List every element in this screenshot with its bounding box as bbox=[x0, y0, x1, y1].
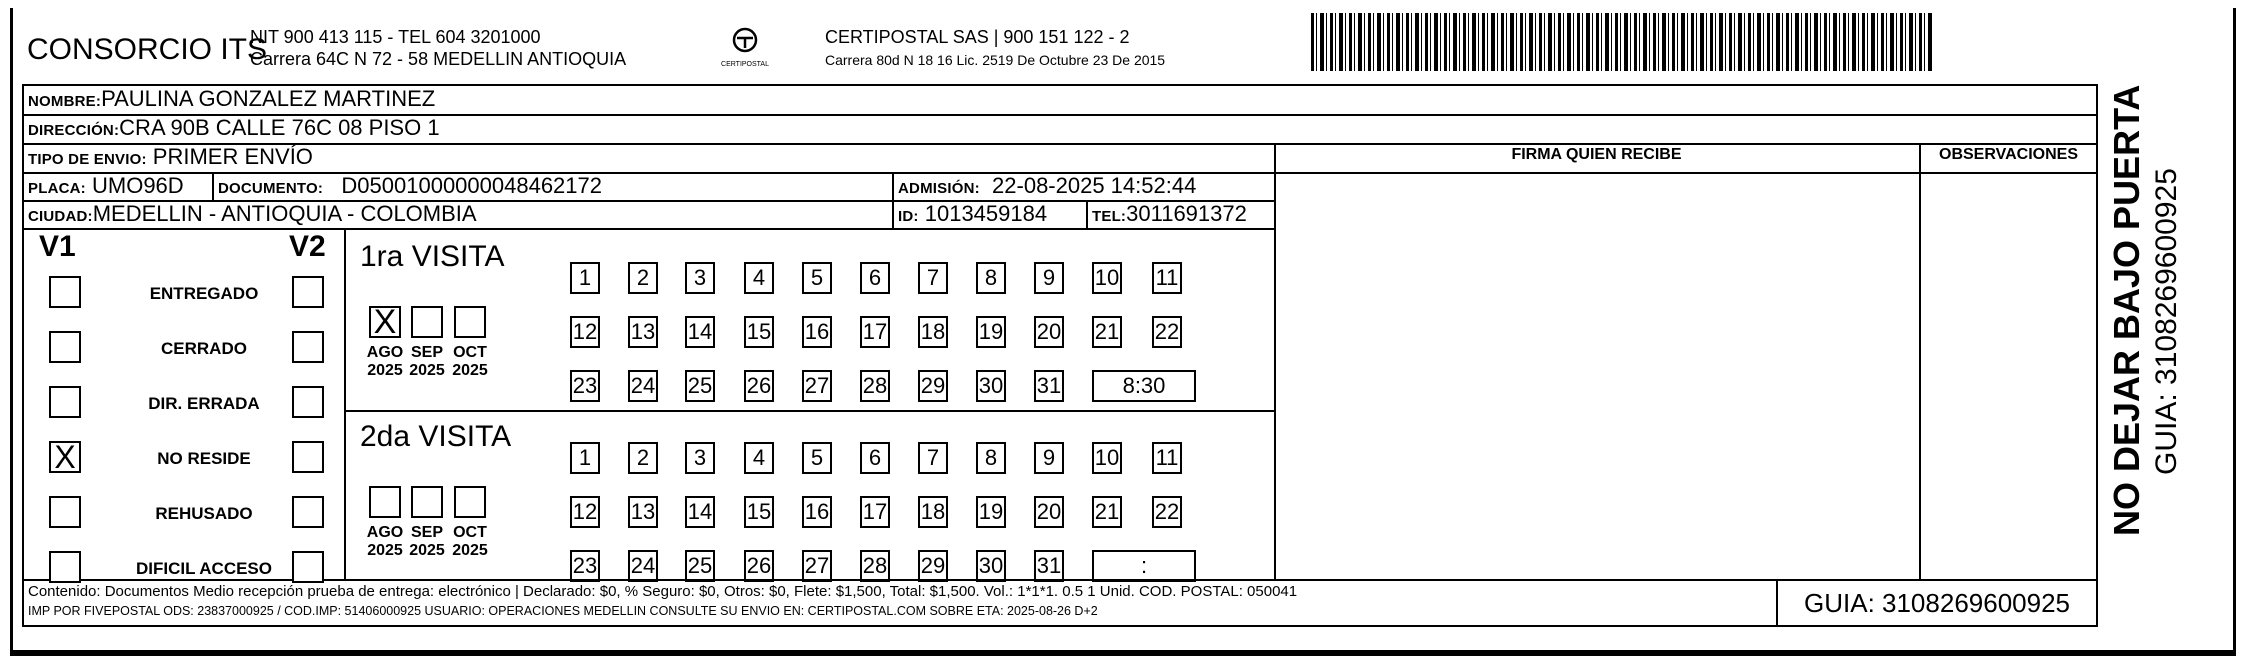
month-label: SEP 2025 bbox=[409, 524, 445, 559]
day-box[interactable]: 4 bbox=[744, 442, 774, 474]
day-box[interactable]: 31 bbox=[1034, 550, 1064, 582]
day-box[interactable]: 11 bbox=[1152, 262, 1182, 294]
day-box[interactable]: 25 bbox=[685, 550, 715, 582]
day-box[interactable]: 14 bbox=[685, 496, 715, 528]
day-box[interactable]: 18 bbox=[918, 316, 948, 348]
day-box[interactable]: 26 bbox=[744, 370, 774, 402]
month-label: OCT 2025 bbox=[452, 344, 488, 379]
svg-text:CERTIPOSTAL: CERTIPOSTAL bbox=[721, 61, 769, 68]
v1-header: V1 bbox=[39, 230, 76, 263]
v2-header: V2 bbox=[289, 230, 326, 263]
month-checkbox[interactable] bbox=[369, 486, 401, 518]
status-label: DIR. ERRADA bbox=[148, 394, 260, 413]
day-box[interactable]: 10 bbox=[1092, 262, 1122, 294]
company-address: Carrera 64C N 72 - 58 MEDELLIN ANTIOQUIA bbox=[250, 49, 627, 69]
day-box[interactable]: 7 bbox=[918, 262, 948, 294]
day-box[interactable]: 1 bbox=[570, 442, 600, 474]
day-box[interactable]: 19 bbox=[976, 316, 1006, 348]
month-label: OCT 2025 bbox=[452, 524, 488, 559]
day-box[interactable]: 9 bbox=[1034, 262, 1064, 294]
observaciones-header: OBSERVACIONES bbox=[1939, 146, 2078, 163]
documento-field: DOCUMENTO: D05001000000048462172 bbox=[218, 173, 603, 198]
day-box[interactable]: 23 bbox=[570, 370, 600, 402]
barcode bbox=[1311, 13, 1934, 71]
day-box[interactable]: 8 bbox=[976, 442, 1006, 474]
v2-checkbox[interactable] bbox=[292, 441, 324, 473]
day-box[interactable]: 21 bbox=[1092, 316, 1122, 348]
month-label: AGO 2025 bbox=[366, 524, 404, 559]
direccion-row: DIRECCIÓN:CRA 90B CALLE 76C 08 PISO 1 bbox=[28, 115, 440, 140]
day-box[interactable]: 13 bbox=[628, 316, 658, 348]
day-box[interactable]: 30 bbox=[976, 550, 1006, 582]
day-box[interactable]: 29 bbox=[918, 370, 948, 402]
footer-imp: IMP POR FIVEPOSTAL ODS: 23837000925 / COD.IMP: 51406000925 USUARIO: OPERACIONES MEDELLIN CONSULTE SU ENVIO EN: CERTIPOSTAL.COM SOBRE ETA: 2025-08-26 D+2 bbox=[28, 604, 1098, 618]
day-box[interactable]: 4 bbox=[744, 262, 774, 294]
visit1-title: 1ra VISITA bbox=[360, 240, 505, 273]
day-box[interactable]: 21 bbox=[1092, 496, 1122, 528]
ciudad-field: CIUDAD:MEDELLIN - ANTIOQUIA - COLOMBIA bbox=[28, 201, 477, 226]
day-box[interactable]: 6 bbox=[860, 262, 890, 294]
day-box[interactable]: 5 bbox=[802, 262, 832, 294]
carrier-name: CERTIPOSTAL SAS | 900 151 122 - 2 bbox=[825, 27, 1130, 47]
tipo-envio-row: TIPO DE ENVIO: PRIMER ENVÍO bbox=[28, 144, 313, 169]
day-box[interactable]: 20 bbox=[1034, 496, 1064, 528]
id-field: ID: 1013459184 bbox=[898, 201, 1048, 226]
v1-checkbox[interactable] bbox=[49, 551, 81, 583]
month-label: SEP 2025 bbox=[409, 344, 445, 379]
day-box[interactable]: 18 bbox=[918, 496, 948, 528]
day-box[interactable]: 5 bbox=[802, 442, 832, 474]
time-box[interactable]: 8:30 bbox=[1092, 370, 1196, 402]
day-box[interactable]: 19 bbox=[976, 496, 1006, 528]
day-box[interactable]: 12 bbox=[570, 496, 600, 528]
day-box[interactable]: 17 bbox=[860, 496, 890, 528]
company-nit: NIT 900 413 115 - TEL 604 3201000 bbox=[250, 27, 541, 47]
day-box[interactable]: 28 bbox=[860, 550, 890, 582]
day-box[interactable]: 2 bbox=[628, 262, 658, 294]
day-box[interactable]: 2 bbox=[628, 442, 658, 474]
month-label: AGO 2025 bbox=[366, 344, 404, 379]
status-label: REHUSADO bbox=[155, 504, 253, 523]
admision-field: ADMISIÓN: 22-08-2025 14:52:44 bbox=[898, 173, 1197, 198]
time-box[interactable]: : bbox=[1092, 550, 1196, 582]
day-box[interactable]: 6 bbox=[860, 442, 890, 474]
day-box[interactable]: 31 bbox=[1034, 370, 1064, 402]
month-checkbox[interactable] bbox=[411, 306, 443, 338]
day-box[interactable]: 16 bbox=[802, 496, 832, 528]
v2-checkbox[interactable] bbox=[292, 496, 324, 528]
v2-checkbox[interactable] bbox=[292, 276, 324, 308]
day-box[interactable]: 9 bbox=[1034, 442, 1064, 474]
day-box[interactable]: 12 bbox=[570, 316, 600, 348]
day-box[interactable]: 13 bbox=[628, 496, 658, 528]
certipostal-logo bbox=[721, 26, 769, 75]
day-box[interactable]: 25 bbox=[685, 370, 715, 402]
status-label: DIFICIL ACCESO bbox=[135, 559, 272, 578]
status-label: NO RESIDE bbox=[157, 449, 251, 468]
day-box[interactable]: 24 bbox=[628, 550, 658, 582]
v1-checkbox[interactable] bbox=[49, 496, 81, 528]
month-checkbox[interactable] bbox=[411, 486, 443, 518]
visit2-title: 2da VISITA bbox=[360, 420, 512, 453]
status-label: CERRADO bbox=[161, 339, 247, 358]
month-checkbox[interactable] bbox=[454, 486, 486, 518]
day-box[interactable]: 15 bbox=[744, 316, 774, 348]
day-box[interactable]: 14 bbox=[685, 316, 715, 348]
side-warning: NO DEJAR BAJO PUERTA bbox=[2106, 84, 2147, 536]
day-box[interactable]: 16 bbox=[802, 316, 832, 348]
guide-table bbox=[22, 84, 2098, 627]
day-box[interactable]: 3 bbox=[685, 442, 715, 474]
day-box[interactable]: 22 bbox=[1152, 496, 1182, 528]
day-box[interactable]: 10 bbox=[1092, 442, 1122, 474]
placa-field: PLACA: UMO96D bbox=[28, 173, 184, 198]
day-box[interactable]: 26 bbox=[744, 550, 774, 582]
v2-checkbox[interactable] bbox=[292, 551, 324, 583]
day-box[interactable]: 3 bbox=[685, 262, 715, 294]
carrier-license: Carrera 80d N 18 16 Lic. 2519 De Octubre 23 De 2015 bbox=[825, 52, 1166, 68]
v1-checkbox[interactable] bbox=[49, 386, 81, 418]
day-box[interactable]: 28 bbox=[860, 370, 890, 402]
day-box[interactable]: 24 bbox=[628, 370, 658, 402]
status-label: ENTREGADO bbox=[149, 284, 259, 303]
day-box[interactable]: 27 bbox=[802, 370, 832, 402]
day-box[interactable]: 22 bbox=[1152, 316, 1182, 348]
side-guia: GUIA: 3108269600925 bbox=[2150, 168, 2183, 475]
nombre-row: NOMBRE:PAULINA GONZALEZ MARTINEZ bbox=[28, 86, 436, 111]
v2-checkbox[interactable] bbox=[292, 331, 324, 363]
day-box[interactable]: 29 bbox=[918, 550, 948, 582]
bottom-border bbox=[10, 650, 2236, 653]
company-name: CONSORCIO ITS bbox=[27, 33, 268, 66]
day-box[interactable]: 1 bbox=[570, 262, 600, 294]
month-checkbox[interactable] bbox=[454, 306, 486, 338]
day-box[interactable]: 17 bbox=[860, 316, 890, 348]
tel-field: TEL:3011691372 bbox=[1092, 201, 1247, 226]
day-box[interactable]: 30 bbox=[976, 370, 1006, 402]
day-box[interactable]: 7 bbox=[918, 442, 948, 474]
v1-checkbox[interactable]: X bbox=[49, 441, 81, 473]
v1-checkbox[interactable] bbox=[49, 331, 81, 363]
v2-checkbox[interactable] bbox=[292, 386, 324, 418]
day-box[interactable]: 27 bbox=[802, 550, 832, 582]
v1-checkbox[interactable] bbox=[49, 276, 81, 308]
footer-guia: GUIA: 3108269600925 bbox=[1804, 588, 2070, 618]
month-checkbox[interactable]: X bbox=[369, 306, 401, 338]
day-box[interactable]: 11 bbox=[1152, 442, 1182, 474]
footer-content: Contenido: Documentos Medio recepción prueba de entrega: electrónico | Declarado: $0, % Seguro: $0, Otros: $0, Flete: $1,500, Total: $1,500. Vol.: 1*1*1. 0.5 1 Unid. COD. POSTAL: 050041 bbox=[28, 583, 1298, 600]
day-box[interactable]: 20 bbox=[1034, 316, 1064, 348]
day-box[interactable]: 23 bbox=[570, 550, 600, 582]
day-box[interactable]: 8 bbox=[976, 262, 1006, 294]
day-box[interactable]: 15 bbox=[744, 496, 774, 528]
firma-header: FIRMA QUIEN RECIBE bbox=[1511, 146, 1682, 163]
